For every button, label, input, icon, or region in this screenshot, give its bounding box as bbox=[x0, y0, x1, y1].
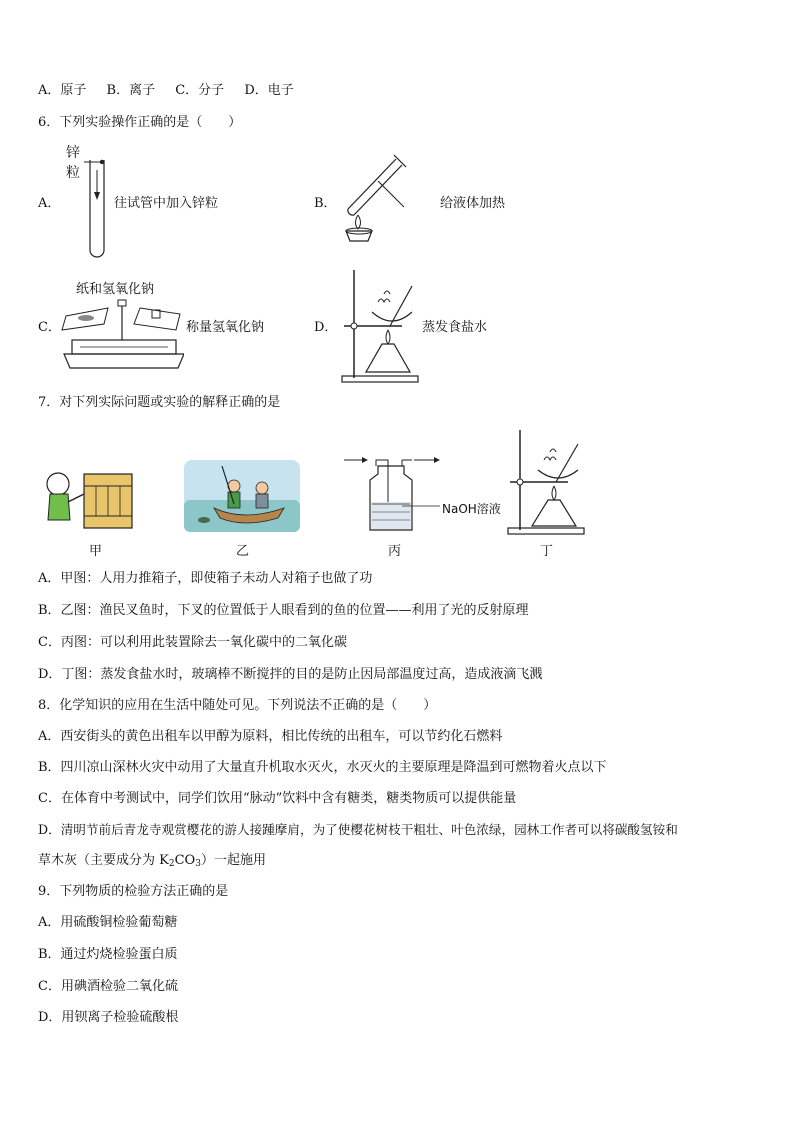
figure-bing-gas-washing-bottle bbox=[342, 452, 442, 534]
q8-d2-mid: CO bbox=[174, 853, 196, 868]
q9-stem: 9．下列物质的检验方法正确的是 bbox=[38, 884, 229, 899]
q5-option-a: A．原子 bbox=[38, 83, 87, 98]
q7-option-c: C．丙图：可以利用此装置除去一氧化碳中的二氧化碳 bbox=[38, 635, 347, 650]
figure-label-yi: 乙 bbox=[236, 544, 250, 559]
evaporate-brine-figure bbox=[338, 268, 422, 384]
q8-d2-sub2: 3 bbox=[195, 859, 201, 869]
q5-option-b: B．离子 bbox=[106, 83, 156, 98]
q6-option-c-caption: 称量氢氧化钠 bbox=[186, 320, 265, 335]
q8-option-d: D．清明节前后青龙寺观赏樱花的游人接踵摩肩，为了使樱花树枝干粗壮、叶色浓绿，园林工作者可以将碳酸氢铵和 bbox=[38, 822, 678, 837]
q6-option-b-caption: 给液体加热 bbox=[440, 196, 506, 211]
q6-option-c-letter: C． bbox=[38, 320, 61, 335]
q7-option-b: B．乙图：渔民叉鱼时，下叉的位置低于人眼看到的鱼的位置——利用了光的反射原理 bbox=[38, 603, 529, 618]
q5-options bbox=[38, 82, 310, 100]
q7-option-d: D．丁图：蒸发食盐水时，玻璃棒不断搅拌的目的是防止因局部温度过高，造成液滴飞溅 bbox=[38, 667, 543, 682]
test-tube-zinc-figure bbox=[80, 150, 110, 262]
q8-stem: 8．化学知识的应用在生活中随处可见。下列说法不正确的是（ ） bbox=[38, 698, 437, 713]
figure-label-jia: 甲 bbox=[89, 544, 103, 559]
q8-d2-sub1: 2 bbox=[168, 859, 175, 869]
q6-zinc-label-top: 锌 bbox=[66, 145, 80, 161]
q6-option-a-caption: 往试管中加入锌粒 bbox=[114, 196, 219, 211]
q9-option-d: D．用钡离子检验硫酸根 bbox=[38, 1010, 179, 1025]
q9-option-a: A．用硫酸铜检验葡萄糖 bbox=[38, 915, 178, 930]
q8-option-b: B．四川凉山深林火灾中动用了大量直升机取水灭火，水灭火的主要原理是降温到可燃物着火点以下 bbox=[38, 760, 607, 775]
q5-option-d: D．电子 bbox=[244, 83, 294, 98]
q7-option-a: A．甲图：人用力推箱子，即使箱子未动人对箱子也做了功 bbox=[38, 571, 373, 586]
q6-option-a-letter: A． bbox=[38, 196, 61, 211]
figure-jia-push-box bbox=[40, 470, 136, 532]
q6-option-b-letter: B． bbox=[314, 196, 337, 211]
q6-option-d-caption: 蒸发食盐水 bbox=[422, 320, 488, 335]
q6-stem: 6．下列实验操作正确的是（ ） bbox=[38, 115, 242, 130]
q8-d2-post: ）一起施用 bbox=[200, 853, 266, 868]
q6-option-d-letter: D． bbox=[314, 320, 338, 335]
q8-option-c: C．在体育中考测试中，同学们饮用“脉动”饮料中含有糖类，糖类物质可以提供能量 bbox=[38, 791, 517, 806]
q5-option-c: C．分子 bbox=[175, 83, 225, 98]
figure-label-bing: 丙 bbox=[388, 544, 402, 559]
figure-yi-spear-fishing bbox=[184, 460, 300, 532]
heat-liquid-figure bbox=[338, 153, 416, 245]
q9-option-b: B．通过灼烧检验蛋白质 bbox=[38, 947, 178, 962]
q7-stem: 7．对下列实际问题或实验的解释正确的是 bbox=[38, 395, 281, 410]
figure-label-ding: 丁 bbox=[540, 544, 554, 559]
q6-zinc-label-bottom: 粒 bbox=[66, 165, 80, 181]
q8-option-d-continued bbox=[38, 852, 266, 873]
figure-ding-evaporate bbox=[506, 428, 590, 536]
q9-option-c: C．用碘酒检验二氧化硫 bbox=[38, 979, 178, 994]
balance-figure bbox=[60, 294, 184, 380]
q8-option-a: A．西安街头的黄色出租车以甲醇为原料，相比传统的出租车，可以节约化石燃料 bbox=[38, 729, 503, 744]
naoh-solution-label: NaOH溶液 bbox=[442, 502, 501, 516]
q8-d2-pre: 草木灰（主要成分为 K bbox=[38, 853, 169, 868]
q6-paper-naoh-label: 纸和氢氧化钠 bbox=[76, 282, 155, 297]
